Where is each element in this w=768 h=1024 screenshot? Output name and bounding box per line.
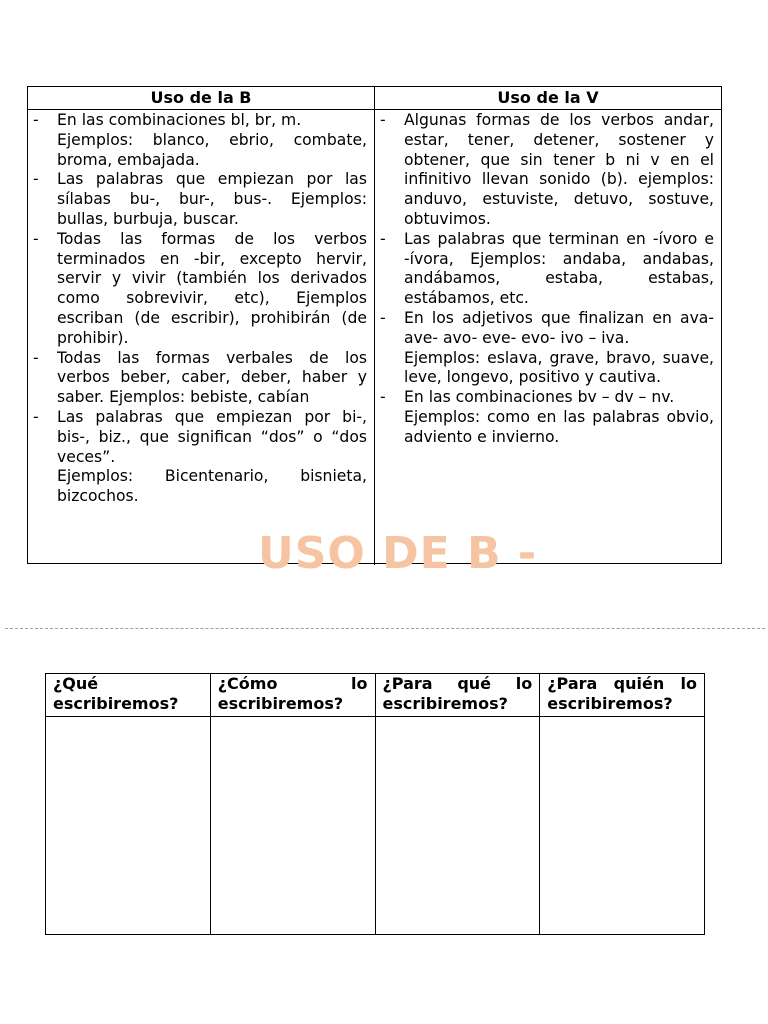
watermark-text: USO DE B - (258, 528, 538, 579)
rule-text: Todas las formas de los verbos terminados en -bir, excepto hervir, servir y vivir (también los derivados como sobrevivir, etc), Ejemplos escriban (de escribir), prohibirán (de prohibir). (57, 229, 367, 347)
header-uso-v: Uso de la V (374, 87, 721, 109)
rule-text: En las combinaciones bl, br, m. (57, 111, 302, 129)
rules-table-header (28, 87, 721, 110)
rule-text: En los adjetivos que finalizan en ava- ave- avo- eve- evo- ivo – iva. (404, 308, 714, 347)
rule-example: Ejemplos: eslava, grave, bravo, suave, leve, longevo, positivo y cautiva. (404, 348, 714, 387)
rule-text: Las palabras que empiezan por bi-, bis-, biz., que significan “dos” o “dos veces”. (57, 407, 367, 466)
header-que: ¿Qué escribiremos? (53, 674, 179, 713)
header-uso-b: Uso de la B (150, 88, 252, 107)
list-item: - En los adjetivos que finalizan en ava- ave- avo- eve- evo- ivo – iva. Ejemplos: eslava, grave, bravo, suave, leve, longevo, positivo y cautiva. (380, 308, 714, 387)
column-uso-v (374, 110, 721, 565)
rule-text: Las palabras que empiezan por las sílabas bu-, bur-, bus-. Ejemplos: bullas, burbuja, buscar. (57, 170, 367, 228)
rules-table (27, 86, 722, 564)
cell-para-que[interactable] (375, 717, 540, 935)
list-item: - Las palabras que terminan en -ívoro e -ívora, Ejemplos: andaba, andabas, andábamos, estaba, estabas, estábamos, etc. (380, 229, 714, 308)
list-item: - En las combinaciones bl, br, m. Ejemplos: blanco, ebrio, combate, broma, embajada. (33, 111, 367, 169)
planning-table-header (46, 674, 704, 717)
header-para-quien: ¿Para quién lo escribiremos? (539, 674, 704, 716)
header-para-que: ¿Para qué lo escribiremos? (375, 674, 540, 716)
list-item: - Las palabras que empiezan por bi-, bis-, biz., que significan “dos” o “dos veces”. Ejemplos: Bicentenario, bisnieta, bizcochos. (33, 407, 367, 506)
rule-text: En las combinaciones bv – dv – nv. (404, 388, 675, 407)
planning-table (45, 673, 705, 935)
rule-text: Todas las formas verbales de los verbos beber, caber, deber, haber y saber. Ejemplos: bebiste, cabían (57, 348, 367, 407)
list-item: - Todas las formas de los verbos terminados en -bir, excepto hervir, servir y vivir (también los derivados como sobrevivir, etc), Ejemplos escriban (de escribir), prohibirán (de prohibir). (33, 229, 367, 347)
header-como: ¿Cómo lo escribiremos? (210, 674, 375, 716)
rule-example: Ejemplos: blanco, ebrio, combate, broma, embajada. (57, 130, 367, 169)
column-uso-b (28, 110, 374, 565)
page-divider (5, 628, 765, 629)
list-item: - Las palabras que empiezan por las sílabas bu-, bur-, bus-. Ejemplos: bullas, burbuja, buscar. (33, 170, 367, 228)
rule-text: Algunas formas de los verbos andar, estar, tener, detener, sostener y obtener, que sin tener b ni v en el infinitivo llevan sonido (b). ejemplos: anduvo, estuviste, detuvo, sostuve, obtuvimos. (404, 111, 714, 228)
list-item: - En las combinaciones bv – dv – nv. Ejemplos: como en las palabras obvio, adviento e invierno. (380, 388, 714, 446)
list-item: - Todas las formas verbales de los verbos beber, caber, deber, haber y saber. Ejemplos: bebiste, cabían (33, 348, 367, 407)
cell-que[interactable] (46, 717, 210, 935)
cell-para-quien[interactable] (539, 717, 704, 935)
planning-table-row (46, 717, 704, 935)
rule-example: Ejemplos: Bicentenario, bisnieta, bizcochos. (57, 467, 367, 506)
list-item: - Algunas formas de los verbos andar, estar, tener, detener, sostener y obtener, que sin tener b ni v en el infinitivo llevan sonido (b). ejemplos: anduvo, estuviste, detuvo, sostuve, obtuvimos. (380, 111, 714, 228)
rule-example: Ejemplos: como en las palabras obvio, adviento e invierno. (404, 407, 714, 446)
cell-como[interactable] (210, 717, 375, 935)
rule-text: Las palabras que terminan en -ívoro e -ívora, Ejemplos: andaba, andabas, andábamos, estaba, estabas, estábamos, etc. (404, 229, 714, 308)
